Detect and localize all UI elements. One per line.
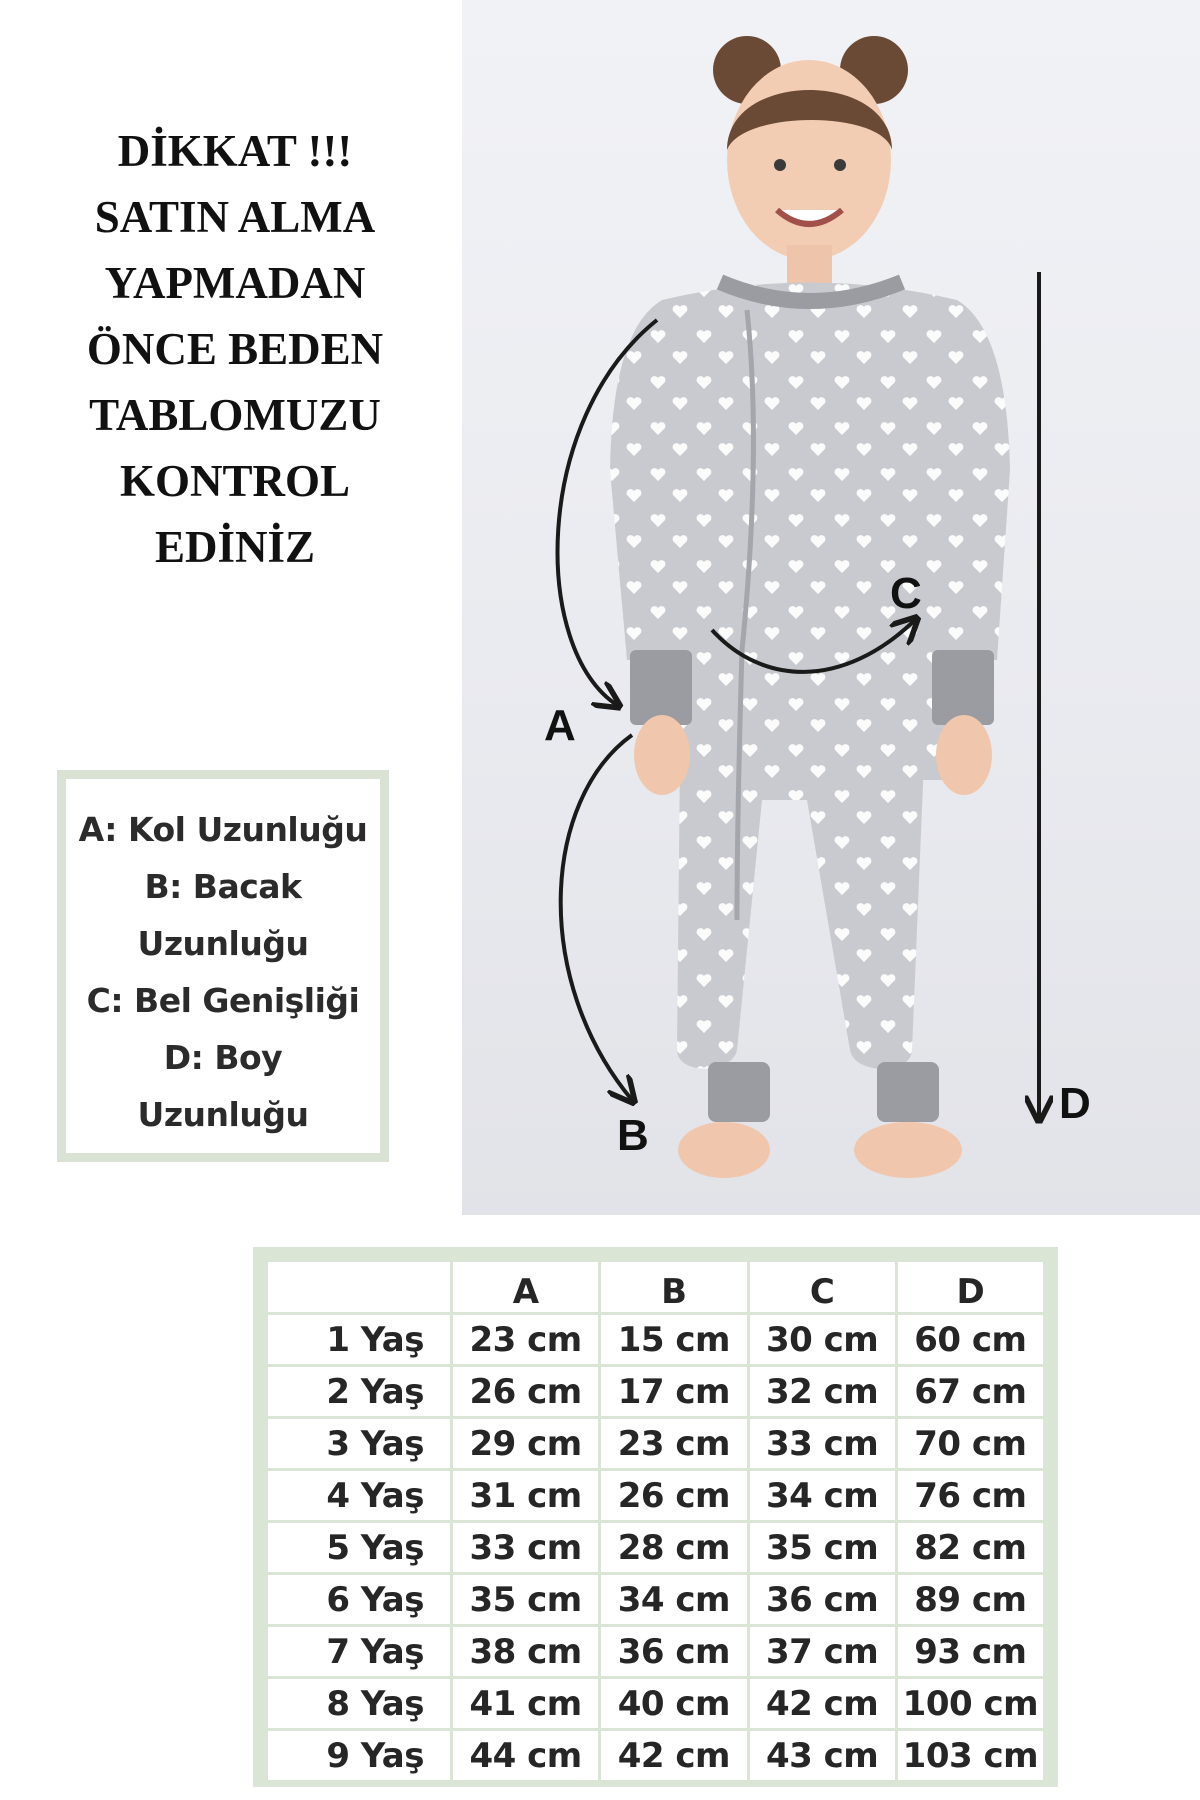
table-row [267, 1574, 1045, 1626]
age-cell: 9 Yaş [267, 1730, 452, 1782]
warning-line: DİKKAT !!! [117, 126, 353, 176]
measurement-cell: 40 cm [600, 1678, 748, 1730]
measurement-cell: 100 cm [896, 1678, 1044, 1730]
foot-right [854, 1122, 962, 1178]
table-header-cell: A [452, 1261, 600, 1314]
measurement-cell: 17 cm [600, 1366, 748, 1418]
measurement-cell: 44 cm [452, 1730, 600, 1782]
garment-legs [677, 760, 924, 1069]
measurement-cell: 42 cm [600, 1730, 748, 1782]
measurement-cell: 23 cm [600, 1418, 748, 1470]
legend-line: C: Bel Genişliği [86, 981, 360, 1020]
legend-line: Uzunluğu [137, 924, 309, 963]
table-row [267, 1314, 1045, 1366]
legend-line: A: Kol Uzunluğu [78, 810, 368, 849]
leg-cuff-right [877, 1062, 939, 1122]
measurement-cell: 70 cm [896, 1418, 1044, 1470]
table-header-cell: C [748, 1261, 896, 1314]
measurement-cell: 93 cm [896, 1626, 1044, 1678]
age-cell: 6 Yaş [267, 1574, 452, 1626]
table-header-row [267, 1261, 1045, 1314]
measurement-cell: 36 cm [600, 1626, 748, 1678]
table-row [267, 1366, 1045, 1418]
age-cell: 8 Yaş [267, 1678, 452, 1730]
wrist-cuff-right [932, 650, 994, 725]
size-table [265, 1259, 1046, 1783]
size-table-body [267, 1314, 1045, 1782]
hand-left [634, 715, 690, 795]
table-row [267, 1470, 1045, 1522]
leg-length-arrow [561, 735, 632, 1100]
table-header-cell [267, 1261, 452, 1314]
age-cell: 2 Yaş [267, 1366, 452, 1418]
measurement-cell: 103 cm [896, 1730, 1044, 1782]
hand-right [936, 715, 992, 795]
table-row [267, 1678, 1045, 1730]
leg-cuff-left [708, 1062, 770, 1122]
age-cell: 1 Yaş [267, 1314, 452, 1366]
wrist-cuff-left [630, 650, 692, 725]
legend-line: Uzunluğu [137, 1095, 309, 1134]
age-cell: 7 Yaş [267, 1626, 452, 1678]
table-row [267, 1418, 1045, 1470]
warning-line: YAPMADAN [104, 258, 366, 308]
table-header-cell: D [896, 1261, 1044, 1314]
measurement-cell: 34 cm [748, 1470, 896, 1522]
table-row [267, 1522, 1045, 1574]
measurement-cell: 35 cm [748, 1522, 896, 1574]
measurement-cell: 60 cm [896, 1314, 1044, 1366]
measurement-cell: 28 cm [600, 1522, 748, 1574]
measurement-cell: 26 cm [600, 1470, 748, 1522]
measurement-cell: 76 cm [896, 1470, 1044, 1522]
marker-c: C [890, 569, 922, 618]
table-row [267, 1730, 1045, 1782]
table-row [267, 1626, 1045, 1678]
measurement-cell: 36 cm [748, 1574, 896, 1626]
warning-line: ÖNCE BEDEN [86, 324, 384, 374]
measurement-cell: 32 cm [748, 1366, 896, 1418]
table-header-cell: B [600, 1261, 748, 1314]
legend-line: D: Boy [163, 1038, 283, 1077]
measurement-cell: 31 cm [452, 1470, 600, 1522]
measurement-cell: 67 cm [896, 1366, 1044, 1418]
age-cell: 4 Yaş [267, 1470, 452, 1522]
measurement-cell: 82 cm [896, 1522, 1044, 1574]
marker-a: A [544, 701, 576, 750]
warning-line: EDİNİZ [154, 522, 316, 572]
measurement-cell: 33 cm [748, 1418, 896, 1470]
measurement-cell: 26 cm [452, 1366, 600, 1418]
product-photo [462, 0, 1200, 1215]
foot-left [678, 1122, 770, 1178]
size-table-frame [253, 1247, 1058, 1787]
face [727, 60, 891, 260]
measurement-cell: 34 cm [600, 1574, 748, 1626]
measurement-cell: 29 cm [452, 1418, 600, 1470]
measurement-cell: 43 cm [748, 1730, 896, 1782]
marker-b: B [617, 1111, 649, 1160]
child-illustration [462, 0, 1200, 1215]
measurement-cell: 37 cm [748, 1626, 896, 1678]
age-cell: 3 Yaş [267, 1418, 452, 1470]
measurement-cell: 38 cm [452, 1626, 600, 1678]
measurement-cell: 15 cm [600, 1314, 748, 1366]
measurement-cell: 35 cm [452, 1574, 600, 1626]
age-cell: 5 Yaş [267, 1522, 452, 1574]
measurement-cell: 89 cm [896, 1574, 1044, 1626]
warning-text [30, 118, 440, 580]
measurement-legend [57, 770, 389, 1162]
marker-d: D [1059, 1079, 1091, 1128]
measurement-cell: 30 cm [748, 1314, 896, 1366]
measurement-cell: 41 cm [452, 1678, 600, 1730]
legend-line: B: Bacak [144, 867, 302, 906]
measurement-cell: 33 cm [452, 1522, 600, 1574]
warning-line: SATIN ALMA [94, 192, 376, 242]
measurement-cell: 42 cm [748, 1678, 896, 1730]
measurement-cell: 23 cm [452, 1314, 600, 1366]
warning-line: TABLOMUZU [89, 390, 381, 440]
warning-line: KONTROL [119, 456, 351, 506]
